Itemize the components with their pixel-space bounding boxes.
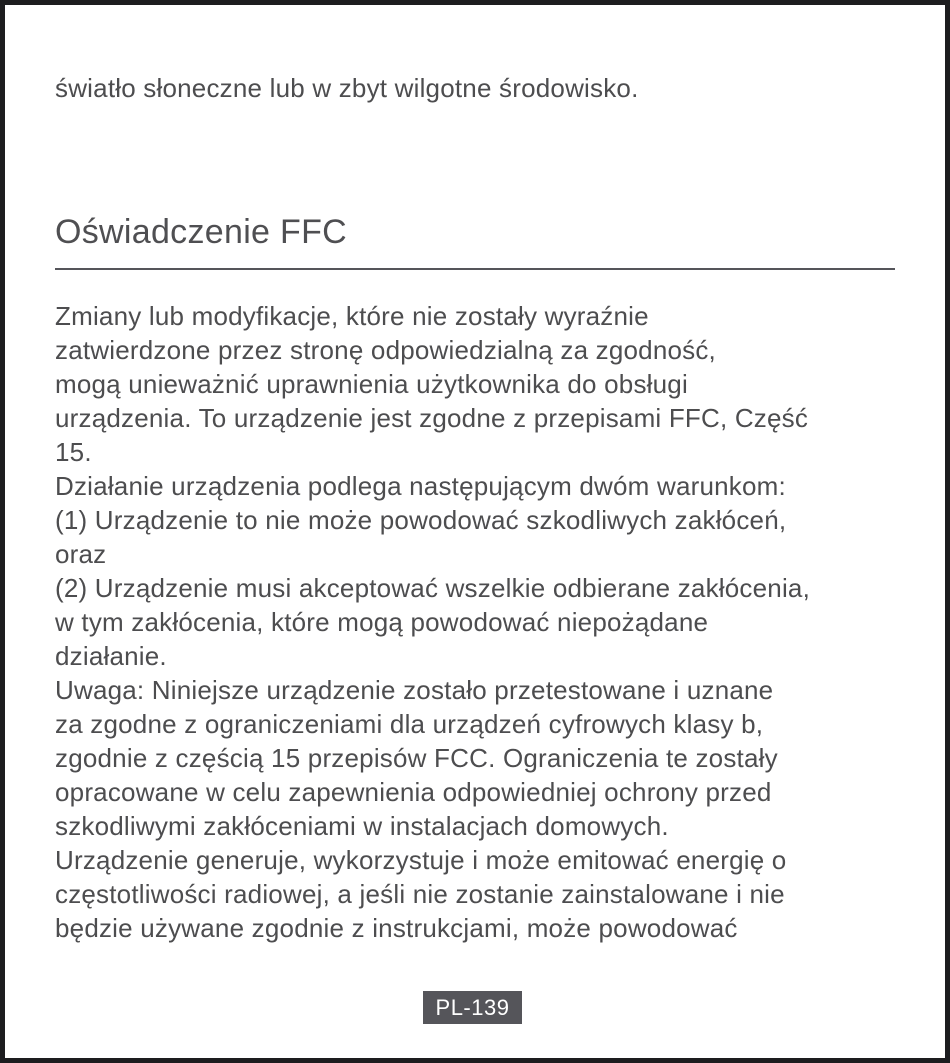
section-heading: Oświadczenie FFC — [55, 213, 347, 251]
body-text-line: działanie. — [55, 641, 167, 671]
body-text-line: urządzenia. To urządzenie jest zgodne z przepisami FFC, Część — [55, 403, 809, 433]
body-text — [55, 299, 890, 945]
body-text-line: Zmiany lub modyfikacje, które nie zostały wyraźnie — [55, 301, 649, 331]
body-text-line: opracowane w celu zapewnienia odpowiedniej ochrony przed — [55, 777, 772, 807]
body-text-line: za zgodne z ograniczeniami dla urządzeń cyfrowych klasy b, — [55, 709, 764, 739]
body-text-line: zgodnie z częścią 15 przepisów FCC. Ograniczenia te zostały — [55, 743, 778, 773]
body-text-line: szkodliwymi zakłóceniami w instalacjach domowych. — [55, 811, 669, 841]
body-text-line: Uwaga: Niniejsze urządzenie zostało przetestowane i uznane — [55, 675, 774, 705]
body-text-line: Działanie urządzenia podlega następującym dwóm warunkom: — [55, 471, 786, 501]
heading-divider — [55, 268, 895, 270]
page-number-badge: PL-139 — [423, 991, 523, 1024]
page-footer — [55, 991, 890, 1024]
page-content — [5, 71, 945, 1024]
body-text-line: (1) Urządzenie to nie może powodować szkodliwych zakłóceń, — [55, 505, 787, 535]
body-text-line: 15. — [55, 437, 92, 467]
body-text-line: Urządzenie generuje, wykorzystuje i może emitować energię o — [55, 845, 787, 875]
body-text-line: będzie używane zgodnie z instrukcjami, może powodować — [55, 913, 738, 943]
body-text-line: zatwierdzone przez stronę odpowiedzialną za zgodność, — [55, 335, 716, 365]
body-text-line: częstotliwości radiowej, a jeśli nie zostanie zainstalowane i nie — [55, 879, 785, 909]
body-text-line: mogą unieważnić uprawnienia użytkownika do obsługi — [55, 369, 688, 399]
body-text-line: w tym zakłócenia, które mogą powodować niepożądane — [55, 607, 709, 637]
intro-text: światło słoneczne lub w zbyt wilgotne środowisko. — [55, 73, 639, 103]
body-text-line: (2) Urządzenie musi akceptować wszelkie odbierane zakłócenia, — [55, 573, 811, 603]
body-text-line: oraz — [55, 539, 107, 569]
